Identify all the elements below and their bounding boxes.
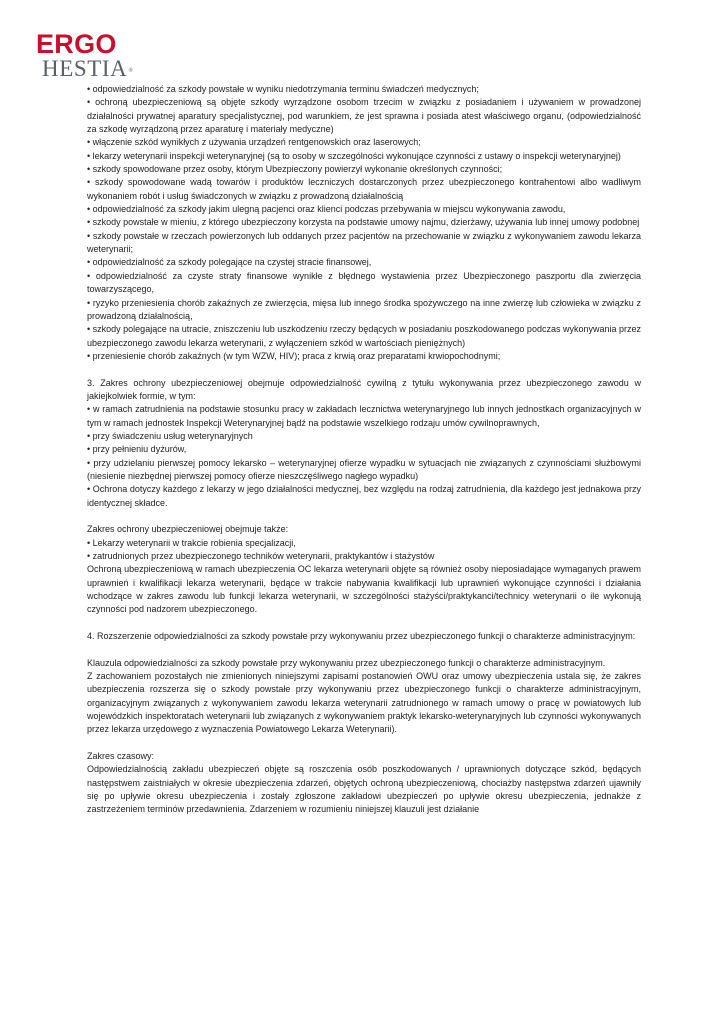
bullet-item: • lekarzy weterynarii inspekcji weterynaryjnej (są to osoby w szczególności wykonujące czynności z ustawy o inspekcji weterynaryjnej) [87,150,621,161]
bullet-item: • zatrudnionych przez ubezpieczonego techników weterynarii, praktykantów i stażystów [87,550,435,561]
bullet-item: • szkody spowodowane przez osoby, którym Ubezpieczony powierzył wykonanie określonych czynności; [87,164,503,175]
paragraph: Zakres czasowy: [87,750,155,761]
bullet-item: • szkody polegające na utracie, zniszczeniu lub uszkodzeniu rzeczy będących w posiadaniu poszkodowanego podczas wykonywania przez ubezpieczonego zawodu lekarza weterynarii, z wyłączeniem szkód w wartościach pieniężnych) [87,324,641,348]
paragraph: 3. Zakres ochrony ubezpieczeniowej obejmuje odpowiedzialność cywilną z tytułu wykonywania przez ubezpieczonego zawodu w jakiejkolwiek formie, w tym: [87,377,641,401]
logo-hestia: HESTIA® [42,56,134,81]
bullet-item: • szkody powstałe w mieniu, z którego ubezpieczony korzysta na podstawie umowy najmu, dzierżawy, używania lub innej umowy podobnej [87,217,640,228]
bullet-item: • odpowiedzialność za czyste straty finansowe wynikłe z błędnego wystawienia przez Ubezpieczonego paszportu dla zwierzęcia towarzyszącego, [87,270,641,295]
bullet-item: • w ramach zatrudnienia na podstawie stosunku pracy w zakładach lecznictwa weterynaryjnego lub innych jednostkach organizacyjnych w tym w ramach jednostek Inspekcji Weterynaryjnej bądź na podstawie wszelkiego rodzaju umów cywilnoprawnych, [87,404,641,428]
paragraph-gap [87,363,641,376]
bullet-item: • odpowiedzialność za szkody powstałe w wyniku niedotrzymania terminu świadczeń medycznych; [87,84,479,94]
bullet-item: • odpowiedzialność za szkody polegające na czystej stracie finansowej, [87,257,372,268]
bullet-item: • przy pełnieniu dyżurów, [87,444,187,455]
paragraph-gap [87,737,641,750]
bullet-item: • szkody spowodowane wadą towarów i produktów leczniczych dostarczonych przez ubezpieczonego kontrahentowi albo wadliwym wykonaniem robót i usług świadczonych w związku z prowadzoną działalnością [87,177,641,201]
registered-mark: ® [128,68,134,74]
bullet-item: • Ochrona dotyczy każdego z lekarzy w jego działalności medycznej, bez względu na rodzaj zatrudnienia, dla każdego jest jednakowa przy identycznej składce. [87,484,641,508]
bullet-item: • włączenie szkód wynikłych z używania urządzeń rentgenowskich oraz laserowych; [87,137,421,148]
paragraph: Odpowiedzialnością zakładu ubezpieczeń objęte są roszczenia osób poszkodowanych / uprawnionych dotyczące szkód, będących następstwem zaistniałych w okresie ubezpieczenia zdarzeń, objętych ochroną ubezpieczeniową, chociażby następstwa zdarzeń ujawniły się po upływie okresu ubezpieczenia i zostały zgłoszone zakładowi ubezpieczeń po upływie okresu ubezpieczenia, jednakże z zastrzeżeniem terminów przedawnienia. Zdarzeniem w rozumieniu niniejszej klauzuli jest działanie [87,764,641,815]
paragraph-gap [87,617,641,630]
bullet-item: • ryzyko przeniesienia chorób zakaźnych ze zwierzęcia, mięsa lub innego środka spożywczego na inne zwierzę lub człowieka w związku z prowadzoną działalnością, [87,297,641,321]
ergo-hestia-logo [36,31,156,83]
bullet-item: • odpowiedzialność za szkody jakim ulegną pacjenci oraz klienci podczas przebywania w miejscu wykonywania zawodu, [87,204,566,215]
paragraph: Zakres ochrony ubezpieczeniowej obejmuje także: [87,524,289,535]
logo-ergo: ERGO [36,29,117,59]
bullet-item: • przy świadczeniu usług weterynaryjnych [87,430,253,441]
paragraph: 4. Rozszerzenie odpowiedzialności za szkody powstałe przy wykonywaniu przez ubezpieczonego funkcji o charakterze administracyjnym: [87,630,636,641]
bullet-item: • Lekarzy weterynarii w trakcie robienia specjalizacji, [87,537,296,548]
bullet-item: • szkody powstałe w rzeczach powierzonych lub oddanych przez pacjentów na przechowanie w związku z wykonywaniem zawodu lekarza weterynarii; [87,230,641,255]
paragraph-gap [87,510,641,523]
paragraph-gap [87,643,641,656]
bullet-item: • przeniesienie chorób zakaźnych (w tym WZW, HIV); praca z krwią oraz preparatami krwiopochodnymi; [87,350,501,361]
paragraph: Klauzula odpowiedzialności za szkody powstałe przy wykonywaniu przez ubezpieczonego funkcji o charakterze administracyjnym. [87,657,606,668]
paragraph: Ochroną ubezpieczeniową w ramach ubezpieczenia OC lekarza weterynarii objęte są również osoby nieposiadające wymaganych prawem uprawnień i kwalifikacji lekarza weterynarii, będące w trakcie nabywania kwalifikacji lub uprawnień wykonujące czynności i działania wchodzące w zakres zawodu lub funkcji lekarza weterynarii, w szczególności stażyści/praktykanci/technicy weterynarii o ile wykonują czynności pod nadzorem ubezpieczonego. [87,564,641,615]
bullet-item: • ochroną ubezpieczeniową są objęte szkody wyrządzone osobom trzecim w związku z posiadaniem i używaniem w prowadzonej działalności prywatnej aparatury specjalistycznej, pod warunkiem, że jest sprawna i posiada atest właściwego organu, (odpowiedzialność za szkodę wyrządzoną przez aparaturę i materiały medyczne) [87,97,641,135]
paragraph: Z zachowaniem pozostałych nie zmienionych niniejszymi zapisami postanowień OWU oraz umowy ubezpieczenia ustala się, że zakres ubezpieczenia rozszerza się o szkody powstałe przy wykonywaniu przez ubezpieczonego funkcji o charakterze administracyjnym, organizacyjnym związanych z wykonywaniem zawodu lekarza weterynarii zatrudnionego w ramach umowy o pracę w powiatowych lub wojewódzkich inspektoratach weterynarii lub związanych z wykonywaniem praktyk lekarsko-weterynaryjnych lub czynności wykonywanych przez lekarza urzędowego z wyznaczenia Powiatowego Lekarza Weterynarii). [87,670,641,735]
document-body [87,83,641,817]
bullet-item: • przy udzielaniu pierwszej pomocy lekarsko – weterynaryjnej ofierze wypadku w sytuacjach nie związanych z czynnościami służbowymi (niesienie niezbędnej pierwszej pomocy ofierze nieszczęśliwego nagłego wypadku) [87,457,641,481]
